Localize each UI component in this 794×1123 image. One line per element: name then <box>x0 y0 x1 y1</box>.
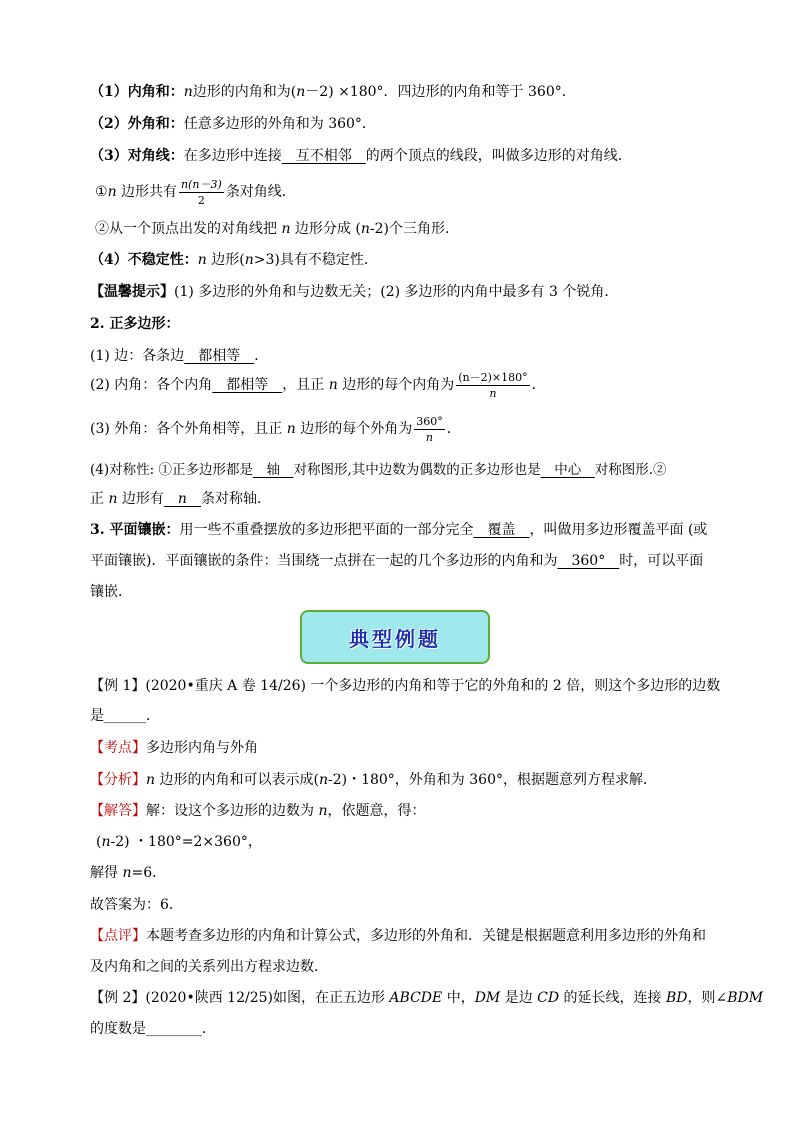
fill-blank: 互不相邻 <box>281 148 366 164</box>
diagonal-triangles: ②从一个顶点出发的对角线把 n 边形分成 (n-2)个三角形． <box>95 221 459 237</box>
tip: 【温馨提示】(1) 多边形的外角和与边数无关；(2) 多边形的内角中最多有 3 个锐角． <box>90 284 619 300</box>
tessellation-condition: 平面镶嵌)．平面镶嵌的条件：当围绕一点拼在一起的几个多边形的内角和为 360° 时，可以平面 <box>90 553 704 569</box>
example-2-cont: 的度数是________． <box>90 1021 216 1037</box>
fraction: $\frac{360^\circ}{n}$ <box>416 414 443 444</box>
comment-cont: 及内角和之间的关系列出方程求边数． <box>90 959 328 975</box>
solution: 【解答】解：设这个多边形的边数为 n，依题意，得： <box>90 803 426 819</box>
regular-side: (1) 边：各条边 都相等 ． <box>90 348 269 364</box>
section-heading: 2. 正多边形： <box>90 316 180 332</box>
regular-symmetry: (4)对称性: ①正多边形都是 轴 对称图形,其中边数为偶数的正多边形也是 中心 对称图形.② <box>90 462 667 478</box>
tessellation-end: 镶嵌． <box>90 584 132 600</box>
answer: 故答案为：6． <box>90 897 183 913</box>
key-point: 【考点】多边形内角与外角 <box>90 740 258 756</box>
section-banner <box>300 610 490 664</box>
example-1-cont: 是______． <box>90 708 160 724</box>
label: （1）内角和： <box>90 84 184 100</box>
example-2: 【例 2】(2020•陕西 12/25)如图，在正五边形 ABCDE 中，DM 是边 CD 的延长线，连接 BD，则∠BDM <box>90 990 764 1006</box>
property-exterior-sum: （2）外角和：任意多边形的外角和为 360°． <box>90 116 376 132</box>
analysis: 【分析】n 边形的内角和可以表示成(n-2)・180°，外角和为 360°，根据题意列方程求解． <box>90 772 657 788</box>
fraction: $\frac{(n-2)\times 180^\circ}{n}$ <box>458 370 528 400</box>
property-interior-sum: （1）内角和：n边形的内角和为(n－2) ×180°．四边形的内角和等于 360°． <box>90 84 576 100</box>
property-diagonal: （3）对角线：在多边形中连接 互不相邻 的两个顶点的线段，叫做多边形的对角线． <box>90 148 632 164</box>
regular-interior: (2) 内角：各个内角 都相等 ，且正 n 边形的每个内角为 $\frac{(n-2)\times 180^\circ}{n}$ ． <box>90 370 546 400</box>
solve-result: 解得 n=6． <box>90 865 167 881</box>
comment: 【点评】本题考查多边形的内角和计算公式，多边形的外角和．关键是根据题意利用多边形的外角和 <box>90 928 706 944</box>
property-instability: （4）不稳定性：n 边形(n>3)具有不稳定性． <box>90 252 378 268</box>
example-1: 【例 1】(2020•重庆 A 卷 14/26) 一个多边形的内角和等于它的外角和的 2 倍，则这个多边形的边数 <box>90 678 721 694</box>
regular-exterior: (3) 外角：各个外角相等，且正 n 边形的每个外角为 $\frac{360^\circ}{n}$ ． <box>90 414 461 444</box>
banner-title: 典型例题 <box>349 626 441 651</box>
equation: (n-2) ・180°=2×360°， <box>96 834 262 850</box>
fraction: $\frac{n(n-3)}{2}$ <box>181 177 222 207</box>
tessellation: 3. 平面镶嵌：用一些不重叠摆放的多边形把平面的一部分完全 覆盖 ，叫做用多边形覆盖平面 (或 <box>90 522 708 538</box>
diagonal-count: ①n 边形共有 $\frac{n(n-3)}{2}$ 条对角线． <box>95 177 296 207</box>
regular-symmetry-axes: 正 n 边形有 n 条对称轴． <box>90 491 271 507</box>
